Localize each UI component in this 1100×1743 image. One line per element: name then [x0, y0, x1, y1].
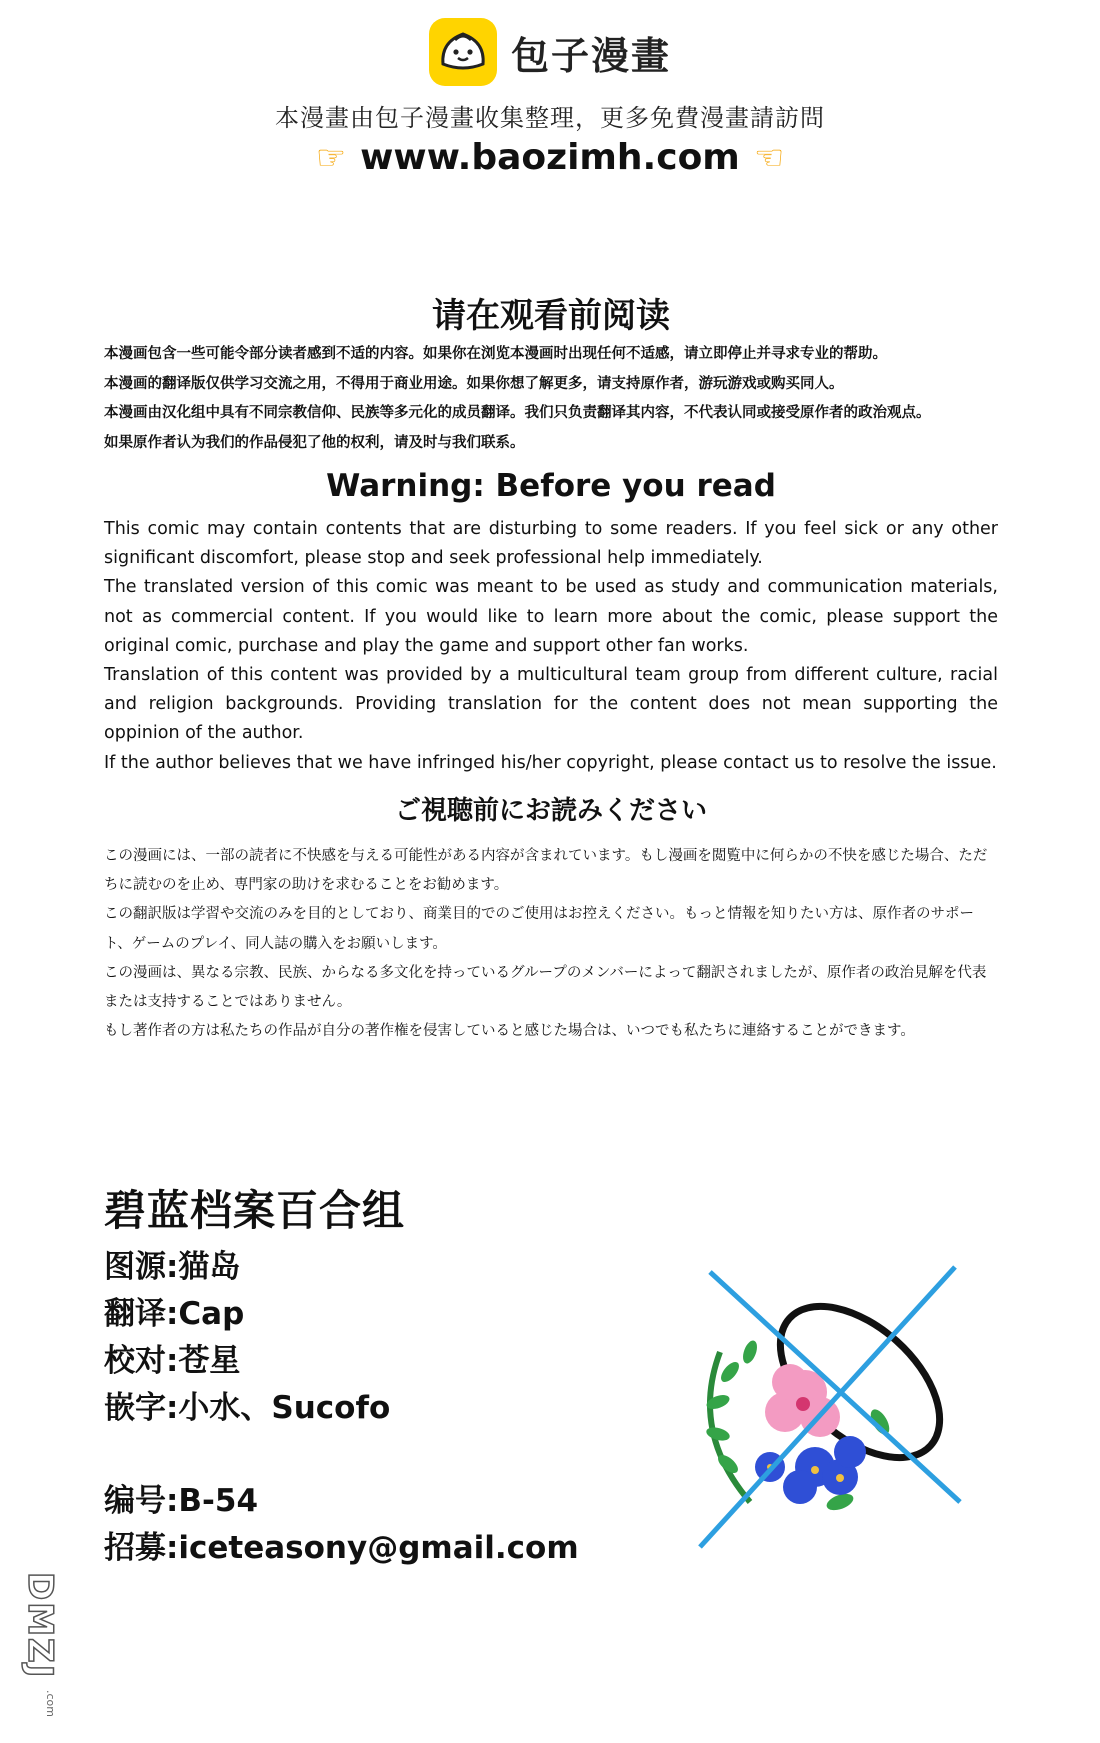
site-url-link[interactable]: www.baozimh.com	[360, 137, 740, 178]
credit-recruitment-email[interactable]: 招募:iceteasony@gmail.com	[104, 1530, 579, 1566]
notice-en-paragraph: Translation of this content was provided by a multicultural team group from different culture, racial and religion backgrounds. Providing translation for the content does not mean supporting the oppinion of the author.	[104, 665, 998, 744]
notice-en-paragraph: If the author believes that we have infringed his/her copyright, please contact us to resolve the issue.	[104, 752, 997, 773]
notice-jp-paragraph: この漫画は、異なる宗教、民族、からなる多文化を持っているグループのメンバーによって翻訳されましたが、原作者の政治見解を代表または支持することではありません。	[104, 964, 987, 1011]
notice-en-paragraph: This comic may contain contents that are disturbing to some readers. If you feel sick or any other significant discomfort, please stop and seek professional help immediately.	[104, 519, 998, 569]
notice-jp-heading: ご視聴前にお読みください	[394, 796, 707, 826]
pointing-left-hand-icon: ☜	[753, 137, 785, 178]
notice-cn-paragraph: 本漫画由汉化组中具有不同宗教信仰、民族等多元化的成员翻译。我们只负责翻译其内容，不代表认同或接受原作者的政治观点。	[104, 405, 931, 421]
site-banner	[0, 18, 1100, 178]
notice-jp-paragraph: この漫画には、一部の読者に不快感を与える可能性がある内容が含まれています。もし漫画を閲覧中に何らかの不快を感じた場合、ただちに読むのを止め、専門家の助けを求むることをお勧めます。	[104, 848, 988, 894]
notice-cn-heading: 请在观看前阅读	[432, 296, 670, 336]
brand-name: 包子漫畫	[510, 33, 671, 78]
credit-proofreading: 校对:苍星	[104, 1343, 241, 1379]
notice-cn-paragraph: 如果原作者认为我们的作品侵犯了他的权利，请及时与我们联系。	[104, 434, 525, 451]
watermark-sub: .com	[44, 1690, 57, 1717]
notice-jp-paragraph: この翻訳版は学習や交流のみを目的としており、商業目的でのご使用はお控えください。もっと情報を知りたい方は、原作者のサポート、ゲームのプレイ、同人誌の購入をお願いします。	[104, 906, 974, 952]
notice-en-heading: Warning: Before you read	[326, 468, 776, 504]
pointing-right-hand-icon: ☞	[315, 137, 347, 178]
notice-cn-paragraph: 本漫画包含一些可能令部分读者感到不适的内容。如果你在浏览本漫画时出现任何不适感，请立即停止并寻求专业的帮助。	[104, 346, 887, 362]
notice-jp-paragraph: もし著作者の方は私たちの作品が自分の著作権を侵害していると感じた場合は、いつでも私たちに連絡することができます。	[104, 1023, 915, 1040]
credit-source: 图源:猫岛	[104, 1249, 241, 1285]
brand[interactable]	[429, 18, 671, 86]
credits-block	[104, 1178, 579, 1572]
notice-cn-paragraph: 本漫画的翻译版仅供学习交流之用，不得用于商业用途。如果你想了解更多，请支持原作者，游玩游戏或购买同人。	[104, 375, 844, 392]
group-emblem-icon	[690, 1262, 990, 1562]
banner-tagline: 本漫畫由包子漫畫收集整理，更多免費漫畫請訪問	[275, 104, 825, 132]
watermark-text: DMZJ	[20, 1572, 60, 1680]
notice-en-paragraph: The translated version of this comic was meant to be used as study and communication materials, not as commercial content. If you would like to learn more about the comic, please support the original comic, purchase and play the game and support other fan works.	[104, 577, 998, 656]
group-name: 碧蓝档案百合组	[104, 1186, 406, 1235]
credit-translation: 翻译:Cap	[104, 1296, 245, 1332]
credit-number: 编号:B-54	[104, 1483, 259, 1519]
bun-logo-icon	[429, 18, 497, 86]
notice-jp-body	[104, 842, 998, 1046]
credit-typesetting: 嵌字:小水、Sucofo	[104, 1390, 391, 1426]
url-row	[0, 137, 1100, 178]
dmzj-watermark	[16, 1572, 60, 1732]
notice-cn-body	[104, 340, 998, 458]
notice-en-body	[104, 515, 998, 778]
